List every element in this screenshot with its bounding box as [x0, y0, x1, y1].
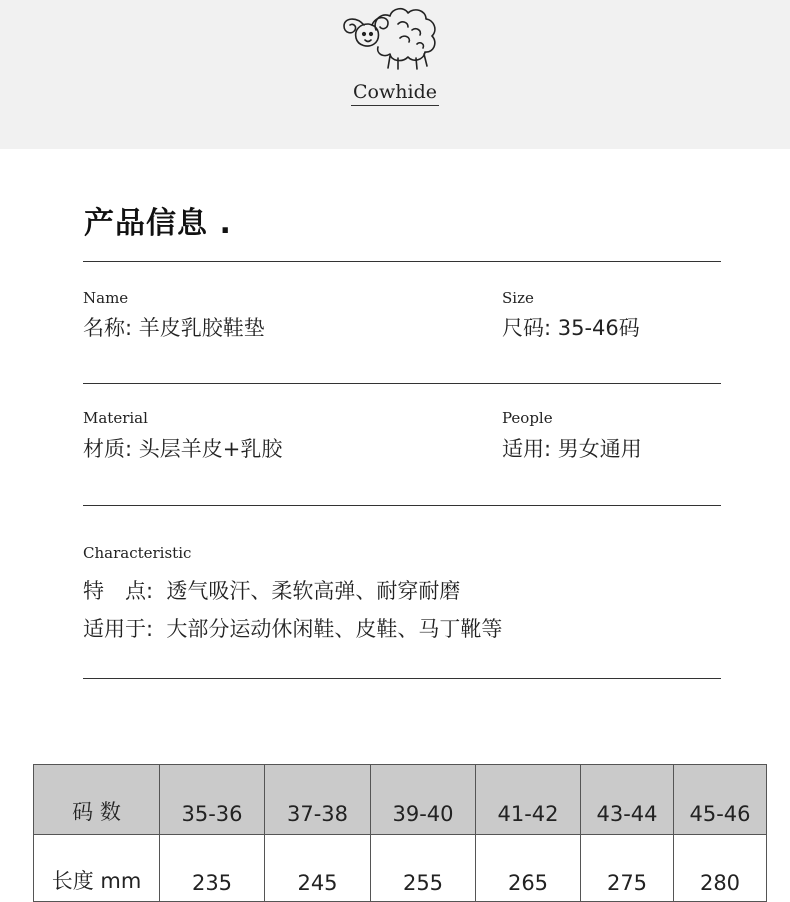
- characteristic-suitable: 适用于: 大部分运动休闲鞋、皮鞋、马丁靴等: [83, 617, 503, 641]
- material-value: 材质: 头层羊皮+乳胶: [83, 437, 283, 461]
- length-cell: 280: [674, 835, 767, 902]
- length-cell: 265: [476, 835, 581, 902]
- table-row: [34, 835, 767, 902]
- table-header-row: [34, 765, 767, 835]
- characteristic-features: 特 点: 透气吸汗、柔软高弹、耐穿耐磨: [83, 579, 461, 603]
- divider: [83, 678, 721, 679]
- brand-label: Cowhide: [0, 81, 790, 106]
- section-title: 产品信息 .: [84, 206, 232, 241]
- header-size-cell: 43-44: [581, 765, 674, 835]
- characteristic-label: Characteristic: [83, 544, 192, 562]
- length-cell: 255: [371, 835, 476, 902]
- header-size-cell: 35-36: [160, 765, 265, 835]
- length-cell: 245: [265, 835, 371, 902]
- divider: [83, 383, 721, 384]
- length-cell: 235: [160, 835, 265, 902]
- material-label: Material: [83, 409, 148, 427]
- row-length-label: 长度 mm: [34, 835, 160, 902]
- header-size-cell: 45-46: [674, 765, 767, 835]
- header-size-label: 码 数: [34, 765, 160, 835]
- name-label: Name: [83, 289, 129, 307]
- size-chart-table: [33, 764, 767, 902]
- size-value: 尺码: 35-46码: [502, 316, 640, 340]
- header-size-cell: 37-38: [265, 765, 371, 835]
- divider: [83, 505, 721, 506]
- divider: [83, 261, 721, 262]
- sheep-icon: [338, 0, 442, 72]
- hero-banner: [0, 0, 790, 149]
- length-cell: 275: [581, 835, 674, 902]
- people-label: People: [502, 409, 553, 427]
- header-size-cell: 41-42: [476, 765, 581, 835]
- name-value: 名称: 羊皮乳胶鞋垫: [83, 316, 265, 340]
- people-value: 适用: 男女通用: [502, 437, 642, 461]
- size-label: Size: [502, 289, 534, 307]
- header-size-cell: 39-40: [371, 765, 476, 835]
